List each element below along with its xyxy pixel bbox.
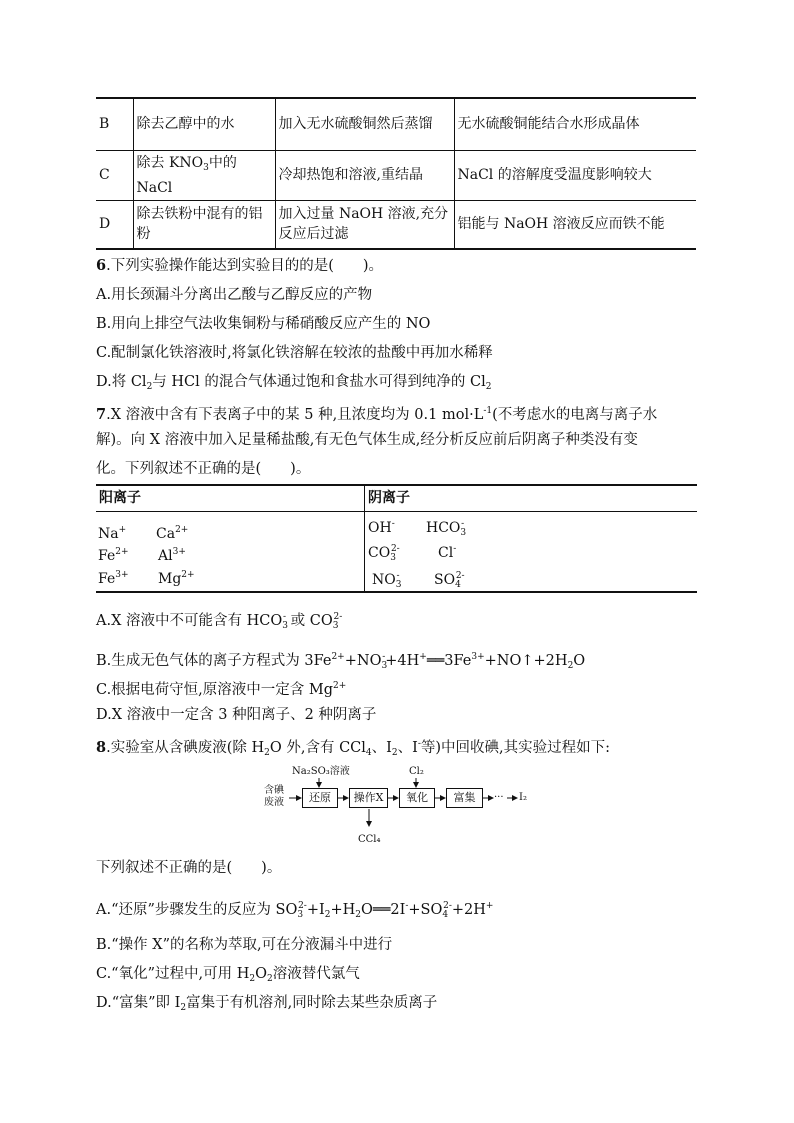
reagent-na2so3: Na₂SO₃溶液	[292, 766, 350, 777]
row-method: 加入过量 NaOH 溶液,充分反应后过滤	[275, 200, 454, 249]
anion: $HCO_3^-$	[426, 519, 467, 538]
q6-stem: 6.下列实验操作能达到实验目的的是( )。	[96, 257, 384, 274]
q7-option-a: A.X 溶液中不可能含有 $HCO_3^-$ 或 $CO_3^{2-}$	[96, 612, 343, 631]
reagent-cl2: Cl₂	[409, 766, 424, 777]
row-purpose: 除去 $KNO_3$中的 NaCl	[133, 150, 275, 200]
product-i2: I₂	[519, 792, 527, 803]
q8-option-c: C.“氧化”过程中,可用 $H_2O_2$溶液替代氯气	[96, 966, 360, 984]
anion: $NO_3^-$	[372, 571, 402, 590]
q8-option-a: A.“还原”步骤发生的反应为 $SO_3^{2-}+I_2+H_2O══2I^-+SO_4^{2-}+2H^+$	[96, 901, 494, 920]
anion-header: 阴离子	[368, 490, 410, 506]
anion: Cl-	[438, 544, 457, 561]
q7-stem-line2: 解)。向 X 溶液中加入足量稀盐酸,有无色气体生成,经分析反应前后阴离子种类没有变	[96, 432, 638, 448]
row-purpose: 除去铁粉中混有的铝粉	[133, 200, 275, 249]
ellipsis: ···	[494, 792, 504, 803]
row-key: B	[96, 98, 133, 150]
row-reason: 铝能与 NaOH 溶液反应而铁不能	[454, 200, 696, 249]
q7-option-d: D.X 溶液中一定含 3 种阳离子、2 种阴离子	[96, 707, 377, 723]
q6-option-c: C.配制氯化铁溶液时,将氯化铁溶解在较浓的盐酸中再加水稀释	[96, 345, 493, 361]
ion-table	[96, 484, 697, 593]
iodine-recovery-flow-diagram	[262, 764, 532, 850]
row-method: 冷却热饱和溶液,重结晶	[275, 150, 454, 200]
byproduct-ccl4: CCl₄	[358, 834, 381, 845]
step-reduction: 还原	[302, 788, 338, 808]
input-label: 含碘废液	[264, 785, 284, 808]
row-key: D	[96, 200, 133, 249]
options-table	[96, 97, 696, 250]
row-method: 加入无水硫酸铜然后蒸馏	[275, 98, 454, 150]
row-reason: NaCl 的溶解度受温度影响较大	[454, 150, 696, 200]
q8-option-b: B.“操作 X”的名称为萃取,可在分液漏斗中进行	[96, 937, 393, 953]
step-oxidation: 氧化	[399, 788, 435, 808]
table-row	[96, 98, 696, 150]
q7-option-b: B.生成无色气体的离子方程式为 $3Fe^{2+}+NO_3^-+4H^+══3Fe^{3+}+NO↑+2H_2O$	[96, 652, 586, 671]
q8-option-d: D.“富集”即 $I_2$富集于有机溶剂,同时除去某些杂质离子	[96, 995, 438, 1013]
cation: Na+	[98, 525, 127, 542]
table-row	[96, 150, 696, 200]
cation: $Fe^{2+}$	[98, 547, 129, 564]
row-reason: 无水硫酸铜能结合水形成晶体	[454, 98, 696, 150]
step-operation-x: 操作X	[349, 788, 388, 808]
table-row	[96, 200, 696, 249]
q7-stem-line3: 化。下列叙述不正确的是( )。	[96, 461, 311, 477]
cation: $Mg^{2+}$	[158, 570, 195, 587]
row-key: C	[96, 150, 133, 200]
q6-option-b: B.用向上排空气法收集铜粉与稀硝酸反应产生的 NO	[96, 316, 431, 332]
cation-header: 阳离子	[99, 490, 141, 506]
anion: OH-	[368, 519, 395, 536]
anion: $SO_4^{2-}$	[434, 571, 465, 590]
cation: $Al^{3+}$	[158, 547, 186, 564]
q8-question: 下列叙述不正确的是( )。	[96, 860, 282, 876]
q7-stem-line1: 7.X 溶液中含有下表离子中的某 5 种,且浓度均为 0.1 $mol\cdot L^{-1}$(不考虑水的电离与离子水	[96, 406, 658, 423]
anion: $CO_3^{2-}$	[368, 544, 400, 563]
q8-stem: 8.实验室从含碘废液(除 $H_2O$ 外,含有 CCl$_4$、$I_2$、I-等)中回收碘,其实验过程如下:	[96, 739, 611, 758]
q7-option-c: C.根据电荷守恒,原溶液中一定含 $Mg^{2+}$	[96, 681, 347, 698]
row-purpose: 除去乙醇中的水	[133, 98, 275, 150]
q6-option-d: D.将 $Cl_2$与 HCl 的混合气体通过饱和食盐水可得到纯净的 $Cl_2$	[96, 374, 492, 392]
step-enrichment: 富集	[446, 788, 483, 808]
q6-option-a: A.用长颈漏斗分离出乙酸与乙醇反应的产物	[96, 287, 373, 303]
cation: $Fe^{3+}$	[98, 570, 129, 587]
cation: $Ca^{2+}$	[156, 525, 189, 542]
